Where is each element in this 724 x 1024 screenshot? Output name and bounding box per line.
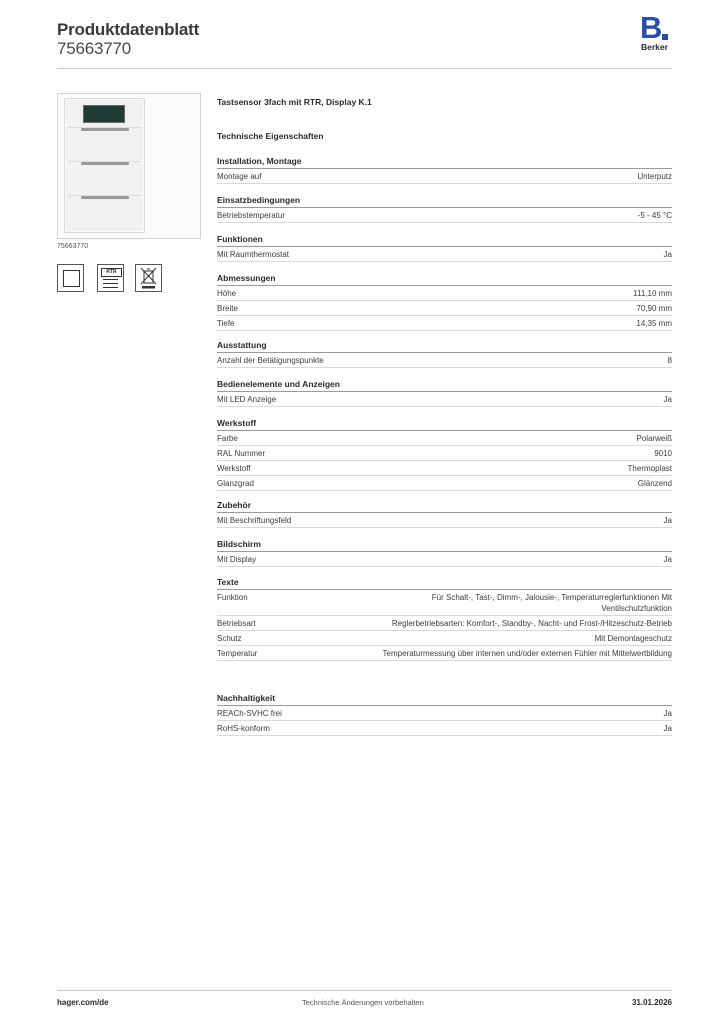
table-row <box>217 476 672 491</box>
table-row <box>217 353 672 368</box>
weee-crossed-bin-icon <box>135 264 162 292</box>
table-row <box>217 616 672 631</box>
row-label: Glanzgrad <box>217 479 254 488</box>
row-label: Schutz <box>217 634 242 643</box>
row-value: Glänzend <box>637 479 672 488</box>
table-row <box>217 706 672 721</box>
row-label: Farbe <box>217 434 238 443</box>
section-title: Texte <box>217 576 672 590</box>
row-value: 70,90 mm <box>636 304 672 313</box>
table-row <box>217 552 672 567</box>
article-number: 75663770 <box>57 39 132 58</box>
table-row <box>217 431 672 446</box>
section-controls-indicators <box>217 378 672 407</box>
table-row <box>217 247 672 262</box>
row-value: 9010 <box>654 449 672 458</box>
section-dimensions <box>217 272 672 331</box>
row-label: Mit Raumthermostat <box>217 250 290 259</box>
table-row <box>217 301 672 316</box>
table-row <box>217 461 672 476</box>
section-equipment <box>217 339 672 368</box>
table-row <box>217 646 672 661</box>
row-label: Werkstoff <box>217 464 251 473</box>
section-title: Zubehör <box>217 499 672 513</box>
device-key <box>69 195 141 226</box>
table-row <box>217 513 672 528</box>
footer-date: 31.01.2026 <box>631 998 672 1007</box>
footer-website: hager.com/de <box>57 998 109 1007</box>
row-label: Anzahl der Betätigungspunkte <box>217 356 324 365</box>
section-title: Nachhaltigkeit <box>217 692 672 706</box>
section-title: Ausstattung <box>217 339 672 353</box>
document-title: Produktdatenblatt <box>57 20 200 39</box>
row-label: Funktion <box>217 593 248 602</box>
row-label: Mit Beschriftungsfeld <box>217 516 292 525</box>
product-name: Tastsensor 3fach mit RTR, Display K.1 <box>217 97 372 107</box>
row-value: Polarweiß <box>636 434 672 443</box>
table-row <box>217 392 672 407</box>
row-value: -5 - 45 °C <box>637 211 672 220</box>
device-display <box>83 105 125 123</box>
table-row <box>217 631 672 646</box>
table-row <box>217 721 672 736</box>
section-title: Bedienelemente und Anzeigen <box>217 378 672 392</box>
section-material <box>217 417 672 491</box>
display-icon <box>57 264 84 292</box>
table-row <box>217 446 672 461</box>
row-value: Ja <box>663 395 672 404</box>
logo-text: Berker <box>641 42 668 52</box>
table-row <box>217 316 672 331</box>
row-value: Ja <box>663 250 672 259</box>
berker-logo <box>640 10 674 56</box>
row-label: RoHS-konform <box>217 724 270 733</box>
room-thermostat-icon: RTR <box>97 264 124 292</box>
row-value: Temperaturmessung über internen und/oder externen Fühler mit Mittelwertbildung <box>382 649 672 658</box>
table-row <box>217 208 672 223</box>
section-title: Einsatzbedingungen <box>217 194 672 208</box>
row-label: Betriebstemperatur <box>217 211 286 220</box>
table-row <box>217 286 672 301</box>
row-label: Tiefe <box>217 319 235 328</box>
header-divider <box>57 68 672 69</box>
section-screen <box>217 538 672 567</box>
row-label: Mit Display <box>217 555 257 564</box>
section-operating-conditions <box>217 194 672 223</box>
row-label: Mit LED Anzeige <box>217 395 277 404</box>
footer-divider <box>57 990 672 991</box>
row-value: Reglerbetriebsarten: Komfort-, Standby-, Nacht- und Frost-/Hitzeschutz-Betrieb <box>391 619 672 628</box>
product-image-caption: 75663770 <box>57 243 89 250</box>
row-value: 8 <box>667 356 672 365</box>
row-label: Höhe <box>217 289 237 298</box>
logo-letter: B <box>640 10 663 45</box>
section-title: Bildschirm <box>217 538 672 552</box>
row-value: Für Schalt-, Tast-, Dimm-, Jalousie-, Temperaturreglerfunktionen Mit Ventilschutzfunktion <box>431 593 672 613</box>
footer-disclaimer: Technische Änderungen vorbehalten <box>302 998 424 1007</box>
row-label: RAL Nummer <box>217 449 266 458</box>
row-label: Montage auf <box>217 172 262 181</box>
section-functions <box>217 233 672 262</box>
logo-dot <box>662 34 668 40</box>
row-label: REACh-SVHC frei <box>217 709 282 718</box>
row-value: Ja <box>663 555 672 564</box>
row-value: Ja <box>663 724 672 733</box>
row-value: Unterputz <box>637 172 672 181</box>
section-title: Werkstoff <box>217 417 672 431</box>
section-texts <box>217 576 672 661</box>
technical-properties-heading: Technische Eigenschaften <box>217 131 324 141</box>
device-key <box>69 127 141 158</box>
product-image <box>57 93 201 239</box>
row-value: Ja <box>663 709 672 718</box>
section-title: Funktionen <box>217 233 672 247</box>
row-value: Mit Demontageschutz <box>594 634 672 643</box>
section-installation <box>217 155 672 184</box>
table-row <box>217 169 672 184</box>
section-accessories <box>217 499 672 528</box>
device-illustration <box>64 98 145 233</box>
section-sustainability <box>217 692 672 736</box>
row-label: Breite <box>217 304 238 313</box>
row-value: 14,35 mm <box>636 319 672 328</box>
row-value: 111,10 mm <box>633 289 672 298</box>
device-key <box>69 161 141 192</box>
row-label: Betriebsart <box>217 619 256 628</box>
row-label: Temperatur <box>217 649 258 658</box>
section-title: Installation, Montage <box>217 155 672 169</box>
row-value: Thermoplast <box>627 464 672 473</box>
section-title: Abmessungen <box>217 272 672 286</box>
row-value: Ja <box>663 516 672 525</box>
table-row <box>217 590 672 616</box>
